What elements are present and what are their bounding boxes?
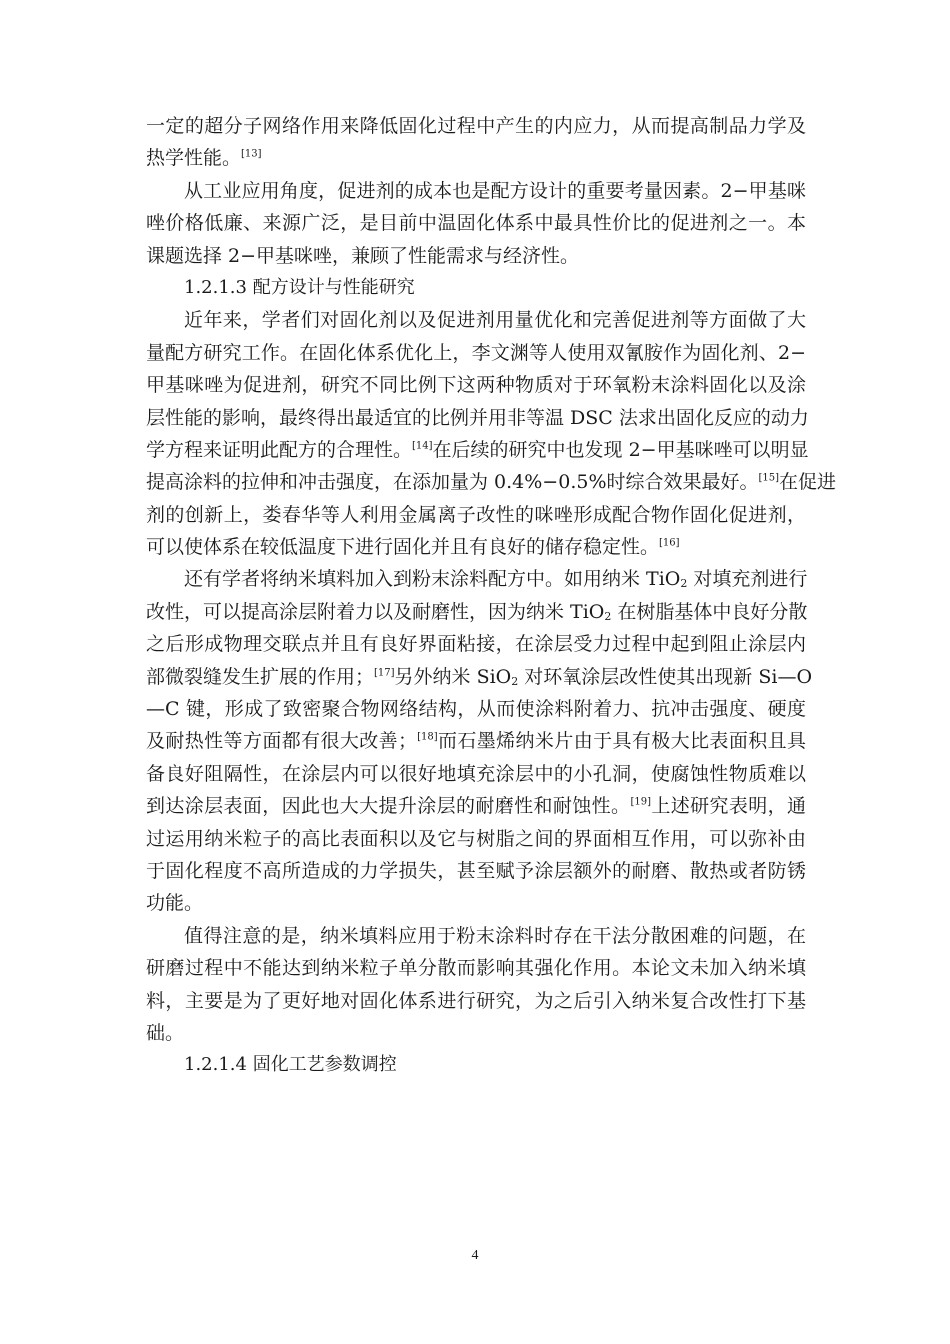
text-line [146, 920, 806, 952]
text-segment: 甲基咪唑为促进剂，研究不同比例下这两种物质对于环氧粉末涂料固化以及涂 [146, 374, 806, 397]
citation-ref: [13] [241, 148, 262, 160]
text-segment: 近年来，学者们对固化剂以及促进剂用量优化和完善促进剂等方面做了大 [184, 309, 806, 332]
text-segment: 唑价格低廉、来源广泛，是目前中温固化体系中最具性价比的促进剂之一。本 [146, 212, 806, 235]
citation-ref: [17] [374, 667, 395, 679]
text-line [146, 207, 806, 239]
text-line [146, 434, 809, 466]
text-line [146, 402, 809, 434]
text-segment: 部微裂缝发生扩展的作用； [146, 665, 375, 688]
citation-ref: [18] [417, 731, 438, 743]
citation-ref: [15] [758, 472, 780, 484]
text-segment: 而石墨烯纳米片由于具有极大比表面积且具 [437, 730, 806, 753]
text-segment: 对填充剂进行 [687, 568, 808, 591]
text-line [146, 499, 806, 531]
text-segment: 在树脂基体中良好分散 [611, 600, 808, 623]
text-segment: 1.2.1.3 配方设计与性能研究 [184, 276, 415, 298]
citation-ref: [19] [630, 796, 651, 808]
text-segment: 剂的创新上，娄春华等人利用金属离子改性的咪唑形成配合物作固化促进剂， [146, 503, 806, 526]
text-line [146, 758, 806, 790]
text-segment: 对环氧涂层改性使其出现新 Si—O [518, 665, 813, 688]
text-segment: 课题选择 2−甲基咪唑，兼顾了性能需求与经济性。 [146, 244, 580, 267]
subscript: 2 [680, 577, 688, 591]
text-line [146, 142, 806, 174]
text-line [146, 337, 806, 369]
text-line [146, 110, 806, 142]
text-segment: 另外纳米 SiO [394, 665, 512, 688]
text-segment: 改性，可以提高涂层附着力以及耐磨性，因为纳米 TiO [146, 600, 605, 623]
text-segment: 值得注意的是，纳米填料应用于粉末涂料时存在干法分散困难的问题，在 [184, 924, 806, 947]
text-line [146, 563, 806, 595]
text-segment: 热学性能。 [146, 147, 242, 170]
text-line [146, 466, 837, 498]
text-segment: 及耐热性等方面都有很大改善； [146, 730, 418, 753]
text-segment: 料，主要是为了更好地对固化体系进行研究，为之后引入纳米复合改性打下基 [146, 989, 806, 1012]
text-segment: 1.2.1.4 固化工艺参数调控 [184, 1054, 397, 1076]
text-line [146, 628, 806, 660]
text-segment: 可以使体系在较低温度下进行固化并且有良好的储存稳定性。 [146, 536, 660, 559]
text-segment: 一定的超分子网络作用来降低固化过程中产生的内应力，从而提高制品力学及 [146, 115, 806, 137]
text-segment: 过运用纳米粒子的高比表面积以及它与树脂之间的界面相互作用，可以弥补由 [146, 827, 806, 850]
text-line [146, 369, 806, 401]
document-body [146, 110, 837, 1082]
text-line [146, 855, 806, 887]
text-line [146, 693, 806, 725]
text-line [146, 1017, 806, 1049]
page-number: 4 [471, 1248, 479, 1263]
text-line [146, 596, 806, 628]
text-segment: 还有学者将纳米填料加入到粉末涂料配方中。如用纳米 TiO [184, 568, 681, 591]
subscript: 2 [511, 674, 519, 688]
text-segment: 于固化程度不高所造成的力学损失，甚至赋予涂层额外的耐磨、散热或者防锈 [146, 859, 806, 882]
text-line [146, 175, 806, 207]
text-segment: 量配方研究工作。在固化体系优化上，李文渊等人使用双氰胺作为固化剂、2− [146, 341, 806, 364]
text-segment: 之后形成物理交联点并且有良好界面粘接，在涂层受力过程中起到阻止涂层内 [146, 633, 806, 656]
text-line [146, 887, 806, 919]
text-line [146, 304, 806, 336]
text-line [146, 531, 806, 563]
text-line [146, 661, 813, 693]
text-segment: 提高涂料的拉伸和冲击强度，在添加量为 0.4%−0.5%时综合效果最好。 [146, 471, 759, 494]
text-segment: 层性能的影响，最终得出最适宜的比例并用非等温 DSC 法求出固化反应的动力 [146, 406, 809, 429]
text-line [146, 240, 806, 272]
subscript: 2 [604, 610, 612, 624]
text-line [146, 823, 806, 855]
text-line [146, 985, 806, 1017]
text-segment: —C 键，形成了致密聚合物网络结构，从而使涂料附着力、抗冲击强度、硬度 [146, 698, 806, 721]
text-segment: 学方程来证明此配方的合理性。 [146, 438, 413, 461]
citation-ref: [16] [659, 537, 680, 549]
text-segment: 功能。 [146, 892, 204, 915]
section-heading [146, 1049, 806, 1081]
text-segment: 研磨过程中不能达到纳米粒子单分散而影响其强化作用。本论文未加入纳米填 [146, 957, 806, 980]
text-segment: 从工业应用角度，促进剂的成本也是配方设计的重要考量因素。2−甲基咪 [184, 179, 806, 202]
text-segment: 在促进 [779, 471, 837, 494]
text-segment: 备良好阻隔性，在涂层内可以很好地填充涂层中的小孔洞，使腐蚀性物质难以 [146, 762, 806, 785]
text-line [146, 790, 806, 822]
text-segment: 在后续的研究中也发现 2−甲基咪唑可以明显 [432, 438, 809, 461]
text-line [146, 952, 806, 984]
text-line [146, 725, 806, 757]
citation-ref: [14] [412, 440, 433, 452]
text-segment: 到达涂层表面，因此也大大提升涂层的耐磨性和耐蚀性。 [146, 795, 631, 818]
text-segment: 上述研究表明，通 [650, 795, 806, 818]
text-segment: 础。 [146, 1021, 185, 1044]
section-heading [146, 272, 806, 304]
